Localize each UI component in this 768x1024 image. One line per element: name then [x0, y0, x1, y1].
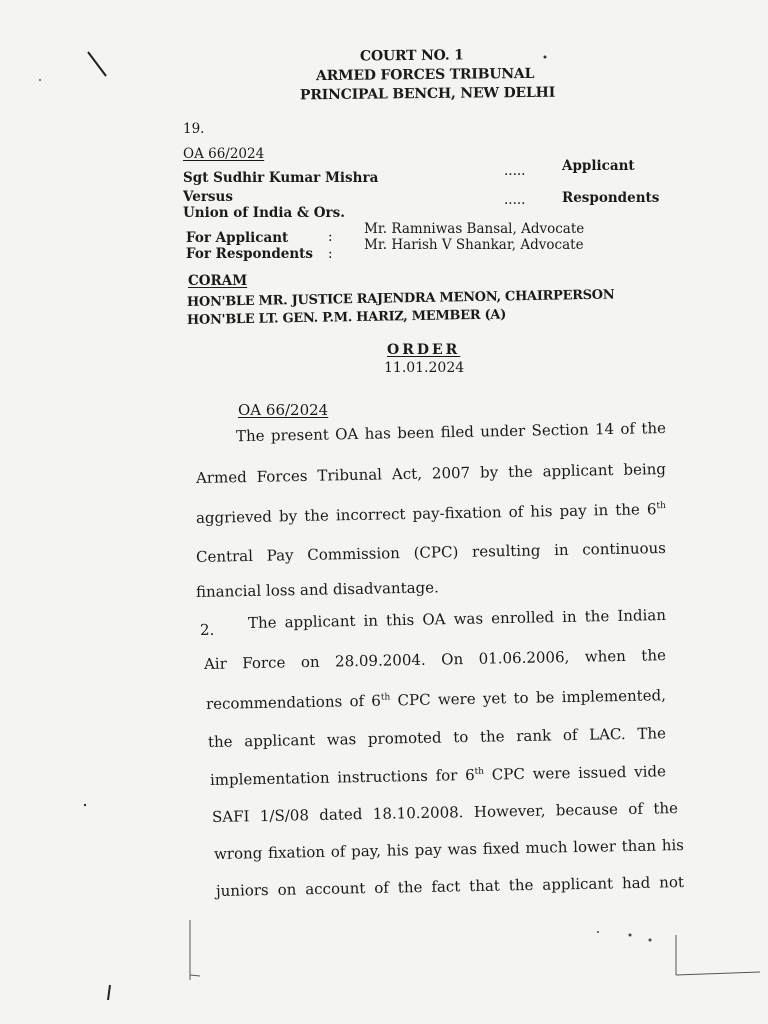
body-line: SAFI 1/S/08 dated 18.10.2008. However, because of the — [211, 799, 679, 826]
for-respondents-label: For Respondents — [186, 246, 314, 262]
respondents-dots: ..... — [504, 192, 526, 208]
speck — [649, 939, 652, 942]
body-line: juniors on account of the fact that the applicant had not — [215, 873, 685, 900]
coram-judge-2: HON'BLE LT. GEN. P.M. HARIZ, MEMBER (A) — [186, 307, 507, 328]
page-edge-line — [676, 972, 760, 975]
body-line: Armed Forces Tribunal Act, 2007 by the applicant being — [195, 459, 667, 487]
for-applicant-label: For Applicant — [186, 230, 289, 246]
stray-mark — [88, 52, 106, 76]
body-line: The applicant in this OA was enrolled in the Indian — [247, 605, 667, 632]
body-line: implementation instructions for 6th CPC were issued vide — [209, 762, 667, 789]
coram-judge-1: HON'BLE MR. JUSTICE RAJENDRA MENON, CHAIRPERSON — [186, 287, 615, 310]
applicant-counsel: Mr. Ramniwas Bansal, Advocate — [364, 221, 585, 237]
body-line: Central Pay Commission (CPC) resulting in continuous — [195, 538, 667, 566]
body-line: the applicant was promoted to the rank of LAC. The — [207, 724, 667, 751]
speck — [629, 934, 632, 937]
body-line: recommendations of 6th CPC were yet to be implemented, — [205, 686, 667, 713]
coram-heading: CORAM — [188, 273, 248, 289]
bench-name: PRINCIPAL BENCH, NEW DELHI — [299, 84, 556, 104]
speck — [84, 804, 86, 806]
body-line: aggrieved by the incorrect pay-fixation of his pay in the 6th — [195, 500, 666, 527]
court-number: COURT NO. 1 — [359, 47, 464, 65]
paragraph-number: 2. — [199, 620, 215, 639]
stray-mark — [108, 985, 110, 1000]
body-line: financial loss and disadvantage. — [195, 578, 440, 601]
applicant-name: Sgt Sudhir Kumar Mishra — [183, 170, 379, 186]
colon-applicant: : — [328, 229, 333, 245]
order-heading: ORDER — [387, 342, 461, 358]
order-date: 11.01.2024 — [384, 360, 465, 376]
colon-respondents: : — [328, 246, 333, 262]
speck — [597, 931, 599, 933]
speck — [39, 79, 41, 81]
body-line: Air Force on 28.09.2004. On 01.06.2006, when the — [203, 646, 667, 673]
page-edge-line — [190, 975, 200, 976]
respondents-counsel: Mr. Harish V Shankar, Advocate — [364, 237, 584, 253]
speck — [544, 56, 547, 59]
oa-number: OA 66/2024 — [183, 146, 265, 162]
tribunal-name: ARMED FORCES TRIBUNAL — [315, 65, 535, 85]
applicant-role: Applicant — [562, 158, 635, 174]
oa-reference: OA 66/2024 — [238, 401, 329, 419]
serial-number: 19. — [183, 121, 205, 137]
versus-label: Versus — [183, 189, 233, 205]
respondent-name: Union of India & Ors. — [183, 205, 345, 221]
respondents-role: Respondents — [562, 190, 660, 206]
body-line: The present OA has been filed under Section 14 of the — [235, 418, 667, 446]
applicant-dots: ..... — [504, 163, 526, 179]
body-line: wrong fixation of pay, his pay was fixed much lower than his — [213, 835, 685, 863]
